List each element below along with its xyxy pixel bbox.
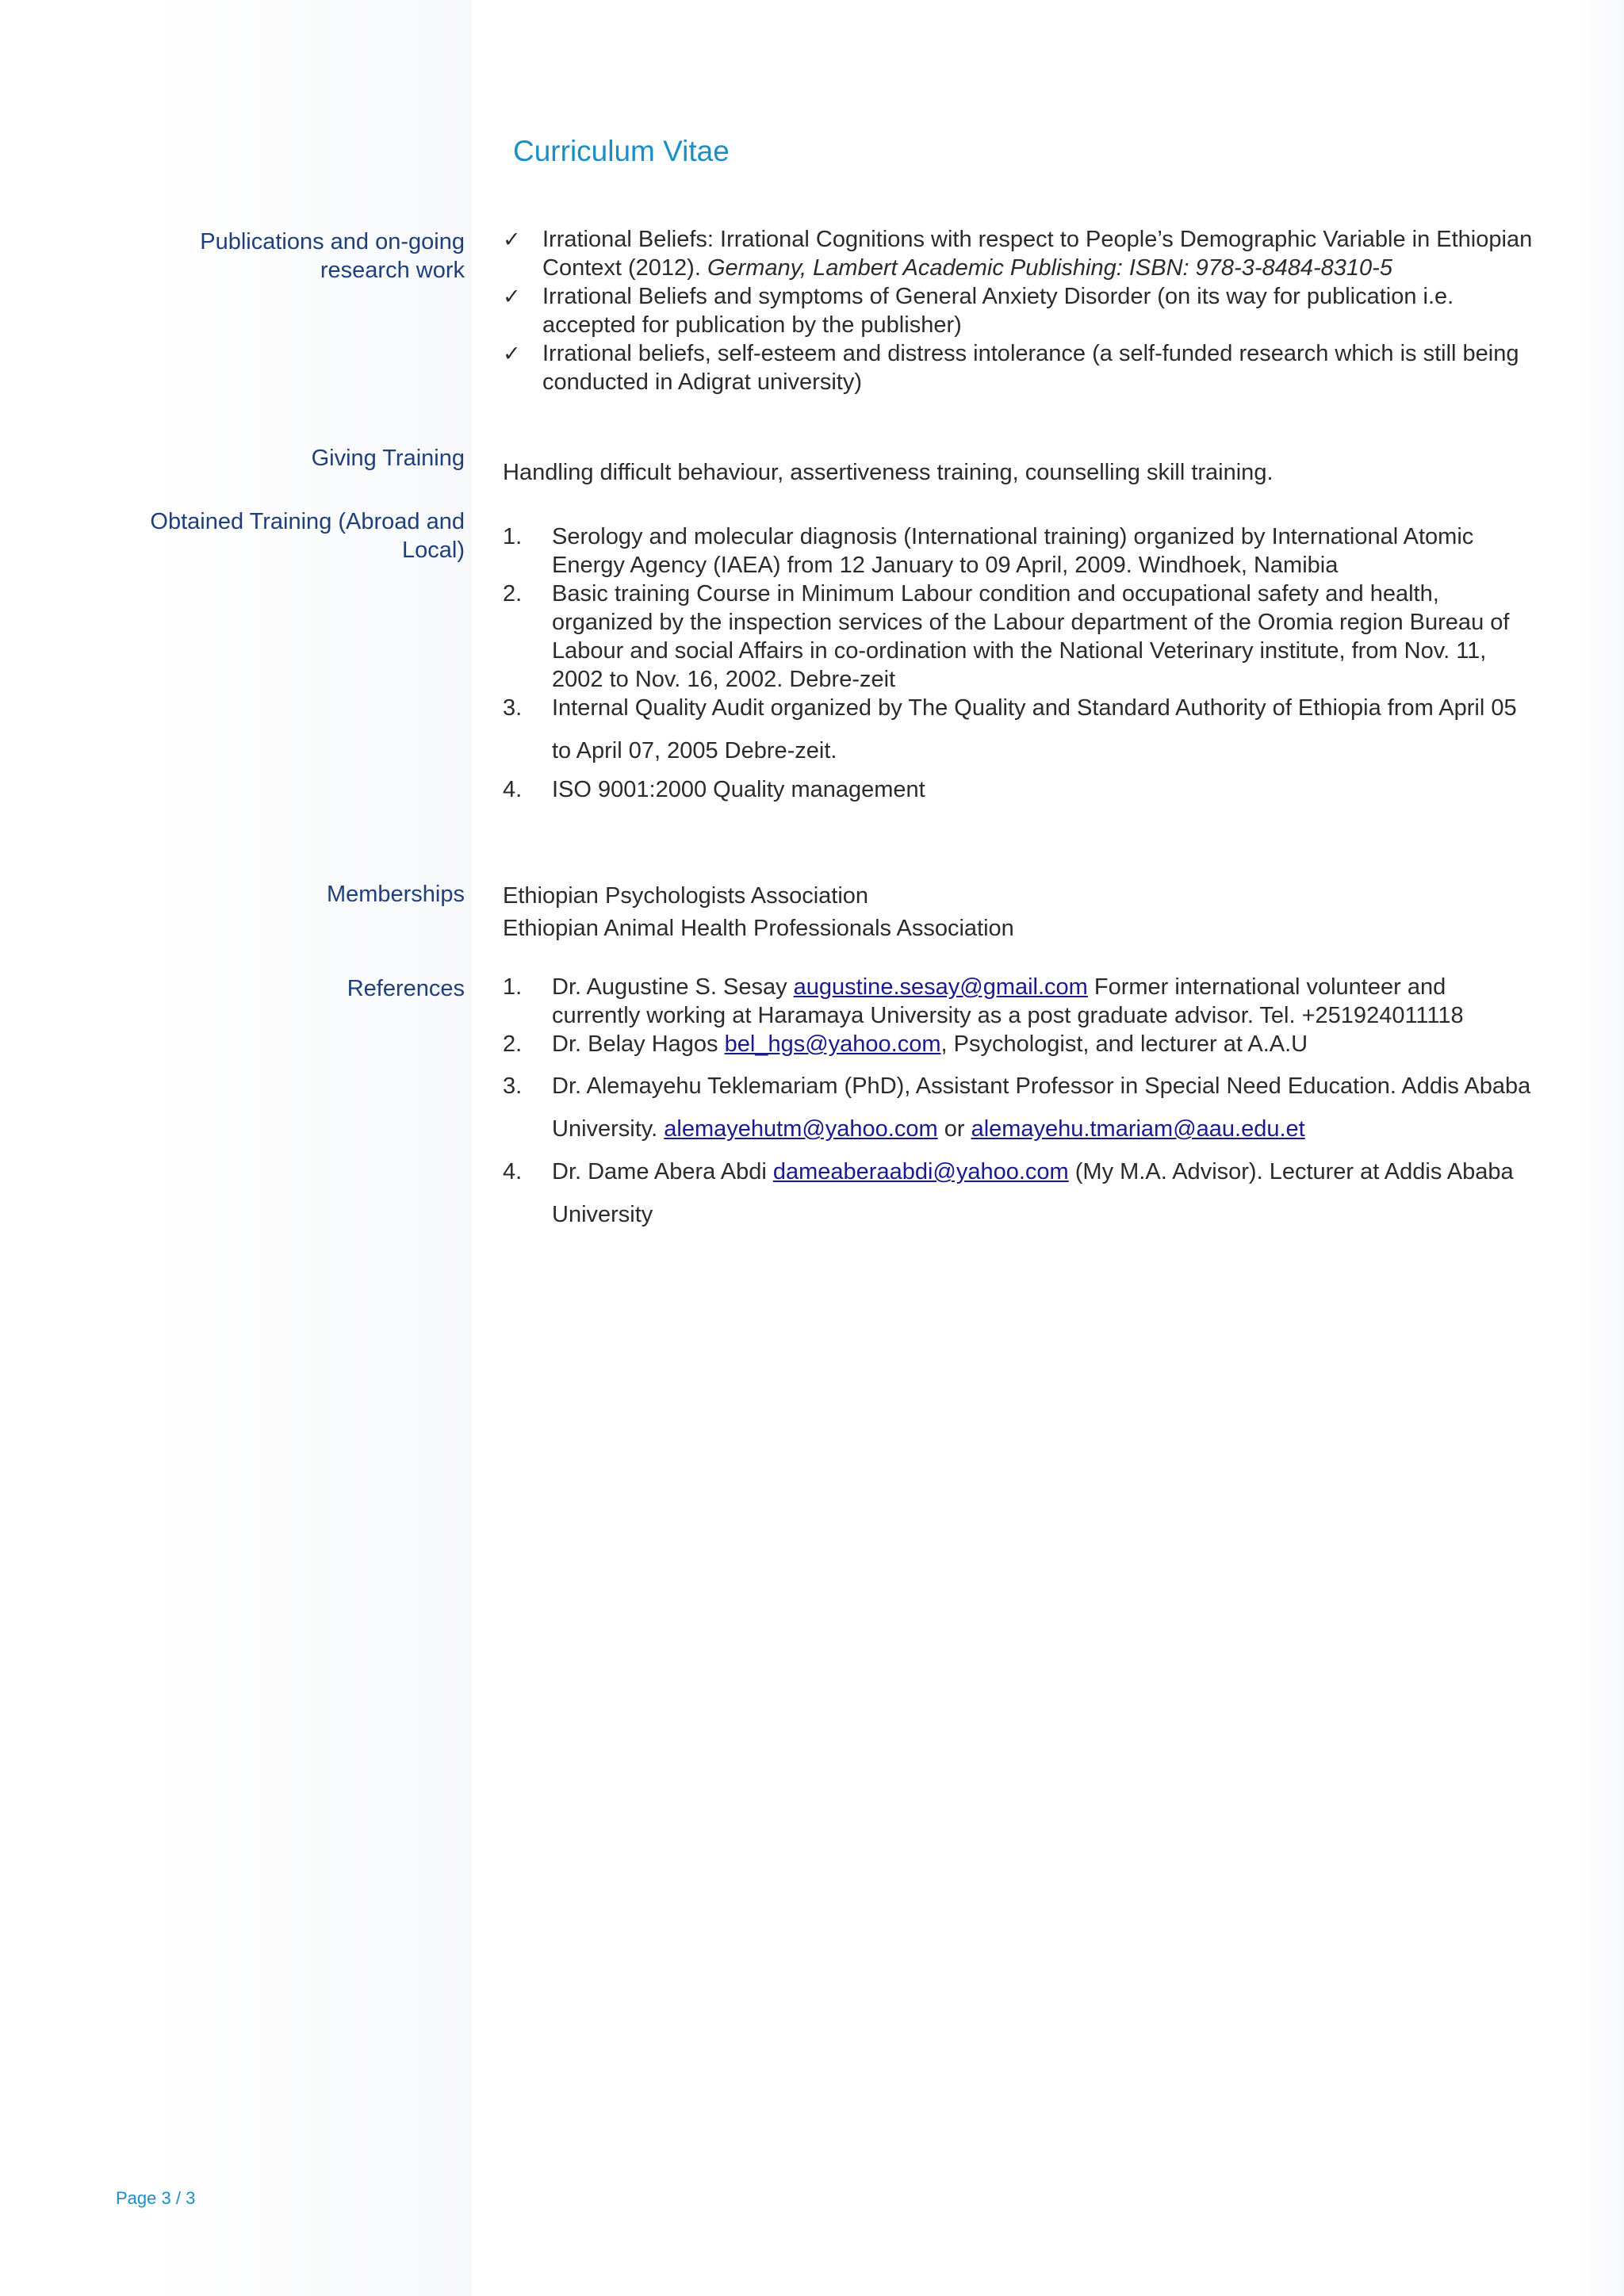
references-list (503, 973, 1534, 1236)
email-link[interactable]: alemayehu.tmariam@aau.edu.et (971, 1116, 1305, 1142)
list-item: Ethiopian Psychologists Association (503, 883, 869, 909)
section-label-giving-training: Giving Training (311, 446, 465, 471)
email-link[interactable]: bel_hgs@yahoo.com (724, 1031, 941, 1057)
email-link[interactable]: augustine.sesay@gmail.com (793, 974, 1088, 1000)
list-item: 1. Dr. Augustine S. Sesay augustine.sesay@gmail.com Former international volunteer and currently working at Haramaya University as a post graduate advisor. Tel. +251924011118 (503, 974, 1464, 1028)
list-item: 2. Basic training Course in Minimum Labour condition and occupational safety and health, organized by the inspection services of the Labour department of the Oromia region Bureau of Labour and social Affairs in co-ordination with the National Veterinary institute, from Nov. 11, 2002 to Nov. 16, 2002. Debre-zeit (503, 581, 1510, 692)
list-item: 2. Dr. Belay Hagos bel_hgs@yahoo.com, Psychologist, and lecturer at A.A.U (503, 1031, 1308, 1057)
list-item: 4. ISO 9001:2000 Quality management (503, 777, 925, 802)
left-column-shade (147, 0, 472, 2296)
list-item: 4. Dr. Dame Abera Abdi dameaberaabdi@yahoo.com (My M.A. Advisor). Lecturer at Addis Ababa University (503, 1159, 1514, 1227)
checkmark-icon: ✓ (503, 285, 521, 308)
right-edge-shade (1576, 0, 1624, 2296)
section-label-references: References (347, 976, 465, 1001)
section-label-obtained-training: Obtained Training (Abroad and Local) (150, 509, 465, 563)
list-item: ✓ Irrational Beliefs and symptoms of General Anxiety Disorder (on its way for publication i.e. accepted for publication by the publisher) (503, 284, 1454, 338)
list-item: 1. Serology and molecular diagnosis (International training) organized by International Atomic Energy Agency (IAEA) from 12 January to 09 April, 2009. Windhoek, Namibia (503, 524, 1474, 578)
page-title: Curriculum Vitae (513, 135, 730, 167)
memberships-list (503, 880, 1534, 945)
section-label-publications: Publications and on-going research work (200, 229, 465, 283)
list-item: ✓ Irrational beliefs, self-esteem and distress intolerance (a self-funded research which is still being conducted in Adigrat university) (503, 341, 1519, 395)
publications-list (503, 225, 1534, 396)
email-link[interactable]: alemayehutm@yahoo.com (664, 1116, 938, 1142)
obtained-training-list (503, 522, 1534, 804)
email-link[interactable]: dameaberaabdi@yahoo.com (772, 1159, 1069, 1184)
checkmark-icon: ✓ (503, 228, 521, 251)
checkmark-icon: ✓ (503, 342, 521, 365)
list-item: Ethiopian Animal Health Professionals Association (503, 916, 1014, 941)
section-label-memberships: Memberships (326, 882, 465, 907)
list-item: ✓ Irrational Beliefs: Irrational Cognitions with respect to People’s Demographic Variable in Ethiopian Context (2012). Germany, Lambert Academic Publishing: ISBN: 978-3-8484-8310-5 (503, 227, 1533, 281)
list-item: 3. Dr. Alemayehu Teklemariam (PhD), Assistant Professor in Special Need Education. Addis Ababa University. alemayehutm@yahoo.com or alemayehu.tmariam@aau.edu.et (503, 1073, 1531, 1142)
page-number: Page 3 / 3 (116, 2188, 196, 2208)
giving-training-text: Handling difficult behaviour, assertiveness training, counselling skill training. (503, 460, 1274, 485)
list-item: 3. Internal Quality Audit organized by The Quality and Standard Authority of Ethiopia from April 05 to April 07, 2005 Debre-zeit. (503, 695, 1517, 763)
